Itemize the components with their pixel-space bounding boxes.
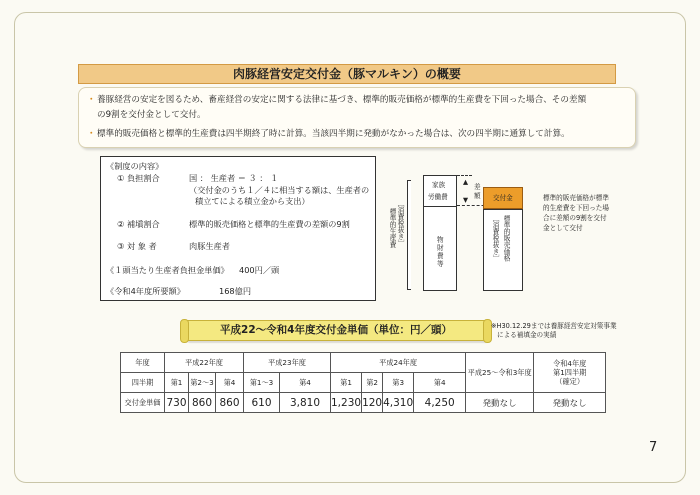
value-cell: 860 — [189, 393, 216, 413]
burden-ratio-value: 国 ： 生産者 ＝ ３ ： １ — [189, 173, 279, 183]
family-labor-label-2: 労働費 — [428, 193, 448, 201]
quarter-cell: 第1 — [165, 373, 189, 393]
scroll-left-curl — [180, 319, 189, 343]
difference-arrow-down-icon: ▼ — [463, 196, 469, 204]
h24-header: 平成24年度 — [331, 353, 466, 373]
materials-label-3: 費 — [437, 252, 444, 260]
target-value: 肉豚生産者 — [189, 241, 230, 251]
materials-label-4: 等 — [437, 260, 444, 268]
r4-header-line-1: 令和4年度 — [553, 359, 587, 368]
family-labor-cost-block — [423, 175, 457, 207]
burden-unit-value: 400円／頭 — [239, 265, 280, 275]
unit-price-header: 交付金単価 — [121, 393, 165, 413]
table-title: 平成22～令和4年度交付金単価（単位：円／頭） — [220, 324, 452, 336]
difference-arrow-up-icon: ▲ — [463, 178, 469, 186]
value-cell: 1,230 — [331, 393, 362, 413]
r4-header-line-3: （確定） — [555, 377, 585, 386]
diagram-explanation-2: 的生産費を下回った場 — [543, 204, 609, 212]
table-header-row-1 — [121, 353, 606, 373]
year-header: 年度 — [121, 353, 165, 373]
table-note-line-2: による補填金の実績 — [497, 331, 557, 339]
value-cell: 860 — [216, 393, 244, 413]
std-cost-label: 標準的生産費 — [388, 208, 396, 248]
compensation-ratio-value: 標準的販売価格と標準的生産費の差額の9割 — [189, 219, 350, 229]
r4-q1-value: 発動なし — [534, 393, 606, 413]
difference-label-1: 差 — [474, 183, 481, 191]
materials-label-1: 物 — [437, 236, 444, 244]
table-value-row — [121, 393, 606, 413]
bullet-icon: ・ — [87, 95, 96, 105]
bullet-icon: ・ — [87, 129, 96, 139]
target-label: ③ 対 象 者 — [117, 241, 157, 251]
std-price-tax-label: ［消費税抜き］ — [491, 215, 499, 262]
subsidy-label: 交付金 — [493, 194, 513, 202]
diagram-explanation-1: 標準的販売価格が標準 — [543, 194, 609, 202]
table-note — [491, 322, 617, 340]
std-cost-bracket — [407, 180, 411, 290]
quarter-cell: 第4 — [414, 373, 466, 393]
value-cell: 3,810 — [280, 393, 331, 413]
quarter-cell: 第4 — [280, 373, 331, 393]
subsidy-unit-price-table — [120, 352, 606, 413]
table-note-line-1: ※H30.12.29までは養豚経営安定対策事業 — [491, 322, 617, 330]
h22-header: 平成22年度 — [165, 353, 244, 373]
h25-r3-header: 平成25～令和3年度 — [466, 353, 534, 393]
difference-label-2: 額 — [474, 192, 481, 200]
summary-item-1-line1: 養豚経営の安定を図るため、畜産経営の安定に関する法律に基づき、標準的販売価格が標準的生産費を下回った場合、その差額 — [97, 95, 587, 105]
system-heading: 《制度の内容》 — [106, 161, 164, 171]
page-number: 7 — [649, 440, 658, 455]
quarter-cell: 第1 — [331, 373, 362, 393]
burden-unit-label: 《１頭当たり生産者負担金単価》 — [106, 265, 229, 275]
summary-item-2 — [87, 127, 627, 142]
burden-ratio-label: ① 負担割合 — [117, 173, 160, 183]
value-cell: 120 — [362, 393, 383, 413]
r4-q1-header — [534, 353, 606, 393]
burden-ratio-note-1: （交付金のうち１／４に相当する額は、生産者の — [189, 185, 370, 195]
system-content-box — [100, 156, 376, 301]
dashed-line-top — [457, 175, 472, 176]
diagram-explanation-4: 金として交付 — [543, 224, 583, 232]
family-labor-label-1: 家族 — [432, 181, 446, 189]
std-price-label: 標準的販売価格 — [502, 215, 510, 262]
std-cost-tax-label: ［消費税抜き］ — [396, 200, 404, 247]
summary-item-1-line2: の9割を交付金として交付。 — [97, 110, 206, 120]
quarter-cell: 第2～3 — [189, 373, 216, 393]
summary-box — [78, 87, 636, 148]
page-title: 肉豚経営安定交付金（豚マルキン）の概要 — [78, 64, 616, 84]
compensation-ratio-label: ② 補塡割合 — [117, 219, 160, 229]
price-cost-diagram — [380, 160, 676, 295]
budget-label: 《令和4年度所要額》 — [106, 286, 185, 296]
quarter-header: 四半期 — [121, 373, 165, 393]
quarter-cell: 第2 — [362, 373, 383, 393]
summary-item-2-text: 標準的販売価格と標準的生産費は四半期終了時に計算。当該四半期に発動がなかった場合は、次の四半期に通算して計算。 — [97, 129, 570, 139]
quarter-cell: 第1～3 — [244, 373, 280, 393]
value-cell: 730 — [165, 393, 189, 413]
value-cell: 4,250 — [414, 393, 466, 413]
value-cell: 4,310 — [383, 393, 414, 413]
burden-ratio-note-2: 積立てによる積立金から支出） — [195, 196, 310, 206]
materials-label-2: 財 — [437, 244, 444, 252]
budget-value: 168億円 — [219, 286, 252, 296]
diagram-explanation-3: 合に差額の9割を交付 — [543, 214, 607, 222]
quarter-cell: 第4 — [216, 373, 244, 393]
quarter-cell: 第3 — [383, 373, 414, 393]
table-title-banner — [185, 320, 487, 341]
r4-header-line-2: 第1四半期 — [553, 368, 587, 377]
value-cell: 610 — [244, 393, 280, 413]
h23-header: 平成23年度 — [244, 353, 331, 373]
summary-item-1 — [87, 93, 627, 123]
h25-r3-value: 発動なし — [466, 393, 534, 413]
